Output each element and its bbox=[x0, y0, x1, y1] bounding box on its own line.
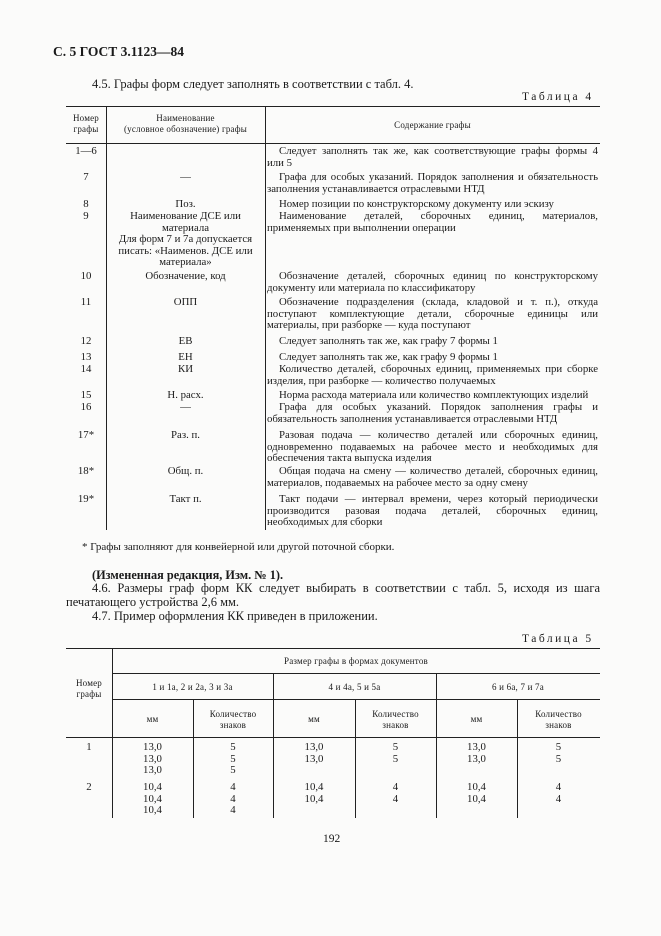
t4-row-name: Н. расх. bbox=[167, 389, 204, 401]
t4-row-number: 16 bbox=[80, 401, 92, 413]
t4-row-number: 18* bbox=[77, 465, 95, 477]
t5-cell-mm: 10,4 bbox=[467, 792, 486, 805]
t4-row-content: Следует заполнять так же, как графу 9 формы 1 bbox=[279, 351, 498, 363]
t4-row-name: Поз. bbox=[175, 198, 196, 210]
t4-row-name: ОПП bbox=[173, 296, 198, 308]
t5-sub-mm: мм bbox=[146, 714, 159, 724]
t4-row-content: Норма расхода материала или количество комплектующих изделий bbox=[279, 389, 589, 401]
t5-cell-mm: 13,0 bbox=[304, 752, 324, 765]
t4-row-name: Наименование ДСЕ или материала Для форм 7 и 7а допускается писать: «Наименов. ДСЕ или материала» bbox=[118, 210, 253, 269]
t5-sub-count: Количество знаков bbox=[209, 709, 257, 730]
t5-cell-mm: 10,4 bbox=[143, 792, 162, 805]
t5-cell-count: 5 bbox=[555, 741, 562, 753]
t4-row-number: 13 bbox=[80, 351, 92, 363]
t4-row-content: Графа для особых указаний. Порядок заполнения и обязательность заполнения устанавливается отраслевыми НТД bbox=[267, 171, 598, 195]
t4-row-content: Обозначение деталей, сборочных единиц по конструкторскому документу или материала по классификатору bbox=[267, 270, 598, 294]
t5-cell-count: 5 bbox=[392, 741, 399, 753]
t4-row-name: ЕВ bbox=[178, 335, 193, 347]
t5-cell-count: 4 bbox=[230, 781, 236, 793]
t4-row-number: 1—6 bbox=[75, 145, 97, 157]
paragraph-4-7: 4.7. Пример оформления КК приведен в приложении. bbox=[92, 609, 378, 623]
t5-sub-count: Количество знаков bbox=[372, 709, 419, 730]
t5-cell-count: 5 bbox=[392, 752, 399, 765]
t4-row-content: Обозначение подразделения (склада, кладовой и т. п.), откуда поступают комплектующие детали, сборочные единицы или материалы, при разборке — куда поступают bbox=[267, 296, 598, 332]
t4-row-name: — bbox=[180, 401, 191, 413]
t4-row-name: Такт п. bbox=[169, 493, 202, 505]
t4-row-content: Следует заполнять так же, как соответствующие графы формы 4 или 5 bbox=[267, 145, 598, 169]
t4-row-content: Следует заполнять так же, как графу 7 формы 1 bbox=[279, 335, 498, 347]
t5-cell-count: 5 bbox=[230, 741, 236, 753]
t5-cell-count: 5 bbox=[555, 752, 562, 765]
edition-note: (Измененная редакция, Изм. № 1). bbox=[92, 568, 284, 582]
t5-cell-mm: 13,0 bbox=[143, 741, 162, 753]
t5-group-1: 1 и 1а, 2 и 2а, 3 и 3а bbox=[152, 682, 233, 692]
t5-cell-count: 4 bbox=[392, 792, 399, 805]
t5-row-number: 1 bbox=[86, 741, 92, 753]
t5-group-3: 6 и 6а, 7 и 7а bbox=[492, 682, 544, 692]
table4-footnote: * Графы заполняют для конвейерной или другой поточной сборки. bbox=[82, 541, 395, 553]
t5-sub-mm: мм bbox=[470, 714, 483, 724]
t4-header-content: Содержание графы bbox=[394, 120, 471, 130]
t4-row-number: 19* bbox=[77, 493, 95, 505]
t5-cell-mm: 10,4 bbox=[304, 781, 324, 793]
t5-cell-count: 4 bbox=[230, 804, 236, 817]
t4-row-number: 10 bbox=[80, 270, 92, 282]
t5-cell-count: 5 bbox=[230, 764, 236, 777]
t5-header-top: Размер графы в формах документов bbox=[284, 656, 428, 666]
t5-cell-mm: 10,4 bbox=[143, 781, 162, 793]
t5-cell-mm: 10,4 bbox=[467, 781, 486, 793]
paragraph-4-6-line2: печатающего устройства 2,6 мм. bbox=[66, 595, 240, 609]
t4-row-name: Общ. п. bbox=[167, 465, 204, 477]
t5-cell-count: 4 bbox=[555, 792, 562, 805]
t4-row-number: 11 bbox=[80, 296, 92, 308]
t5-cell-mm: 13,0 bbox=[467, 752, 486, 765]
t4-row-name: — bbox=[180, 171, 191, 183]
t5-cell-mm: 13,0 bbox=[143, 752, 162, 765]
t4-header-name: Наименование (условное обозначение) графы bbox=[123, 113, 248, 134]
t5-cell-count: 5 bbox=[230, 752, 236, 765]
t4-row-number: 14 bbox=[80, 363, 92, 375]
t4-row-number: 17* bbox=[77, 429, 95, 441]
t4-row-name: КИ bbox=[178, 363, 193, 375]
t4-row-number: 9 bbox=[83, 210, 89, 222]
t5-group-2: 4 и 4а, 5 и 5а bbox=[328, 682, 381, 692]
t4-row-content: Количество деталей, сборочных единиц, применяемых при сборке изделия, при разборке — количество получаемых bbox=[267, 363, 598, 387]
t5-row-number: 2 bbox=[86, 781, 92, 793]
t5-cell-count: 4 bbox=[555, 781, 562, 793]
t4-row-content: Такт подачи — интервал времени, через который периодически производится разовая подача деталей, сборочных единиц, необходимых для сборки bbox=[267, 493, 598, 529]
t4-row-content: Графа для особых указаний. Порядок заполнения графы и обязательность заполнения устанавливается отраслевыми НТД bbox=[267, 401, 598, 425]
t4-header-number: Номер графы bbox=[72, 113, 100, 134]
t4-row-name: ЕН bbox=[178, 351, 193, 363]
page-number: 192 bbox=[323, 833, 341, 845]
table4-label: Таблица 4 bbox=[522, 91, 594, 103]
t4-row-content: Разовая подача — количество деталей или сборочных единиц, одновременно подаваемых на рабочее место и необходимых для обеспечения такта выпуска изделия bbox=[267, 429, 598, 465]
table5-label: Таблица 5 bbox=[522, 633, 594, 645]
t5-sub-mm: мм bbox=[308, 714, 320, 724]
t5-cell-mm: 13,0 bbox=[467, 741, 486, 753]
t5-cell-mm: 10,4 bbox=[143, 804, 162, 817]
t5-header-number: Номер графы bbox=[75, 678, 103, 699]
t4-row-name: Обозначение, код bbox=[145, 270, 226, 282]
t4-row-name: Раз. п. bbox=[171, 429, 200, 441]
paragraph-4-6-line1: 4.6. Размеры граф форм КК следует выбирать в соответствии с табл. 5, исходя из шага bbox=[92, 581, 600, 595]
t5-cell-count: 4 bbox=[392, 781, 399, 793]
t5-cell-count: 4 bbox=[230, 792, 236, 805]
t4-row-number: 7 bbox=[83, 171, 89, 183]
t4-row-number: 15 bbox=[80, 389, 92, 401]
t4-row-content: Наименование деталей, сборочных единиц, материалов, применяемых при выполнении операции bbox=[267, 210, 598, 234]
t5-cell-mm: 10,4 bbox=[304, 792, 324, 805]
t5-cell-mm: 13,0 bbox=[143, 764, 162, 777]
t4-row-number: 12 bbox=[80, 335, 92, 347]
t5-sub-count: Количество знаков bbox=[535, 709, 582, 730]
t4-row-content: Общая подача на смену — количество деталей, сборочных единиц, материалов, подаваемых на рабочее место за одну смену bbox=[267, 465, 598, 489]
t5-cell-mm: 13,0 bbox=[304, 741, 324, 753]
t4-row-content: Номер позиции по конструкторскому документу или эскизу bbox=[279, 198, 554, 210]
t4-row-number: 8 bbox=[83, 198, 89, 210]
intro-paragraph: 4.5. Графы форм следует заполнять в соответствии с табл. 4. bbox=[92, 77, 414, 91]
page-header: С. 5 ГОСТ 3.1123—84 bbox=[53, 44, 185, 59]
